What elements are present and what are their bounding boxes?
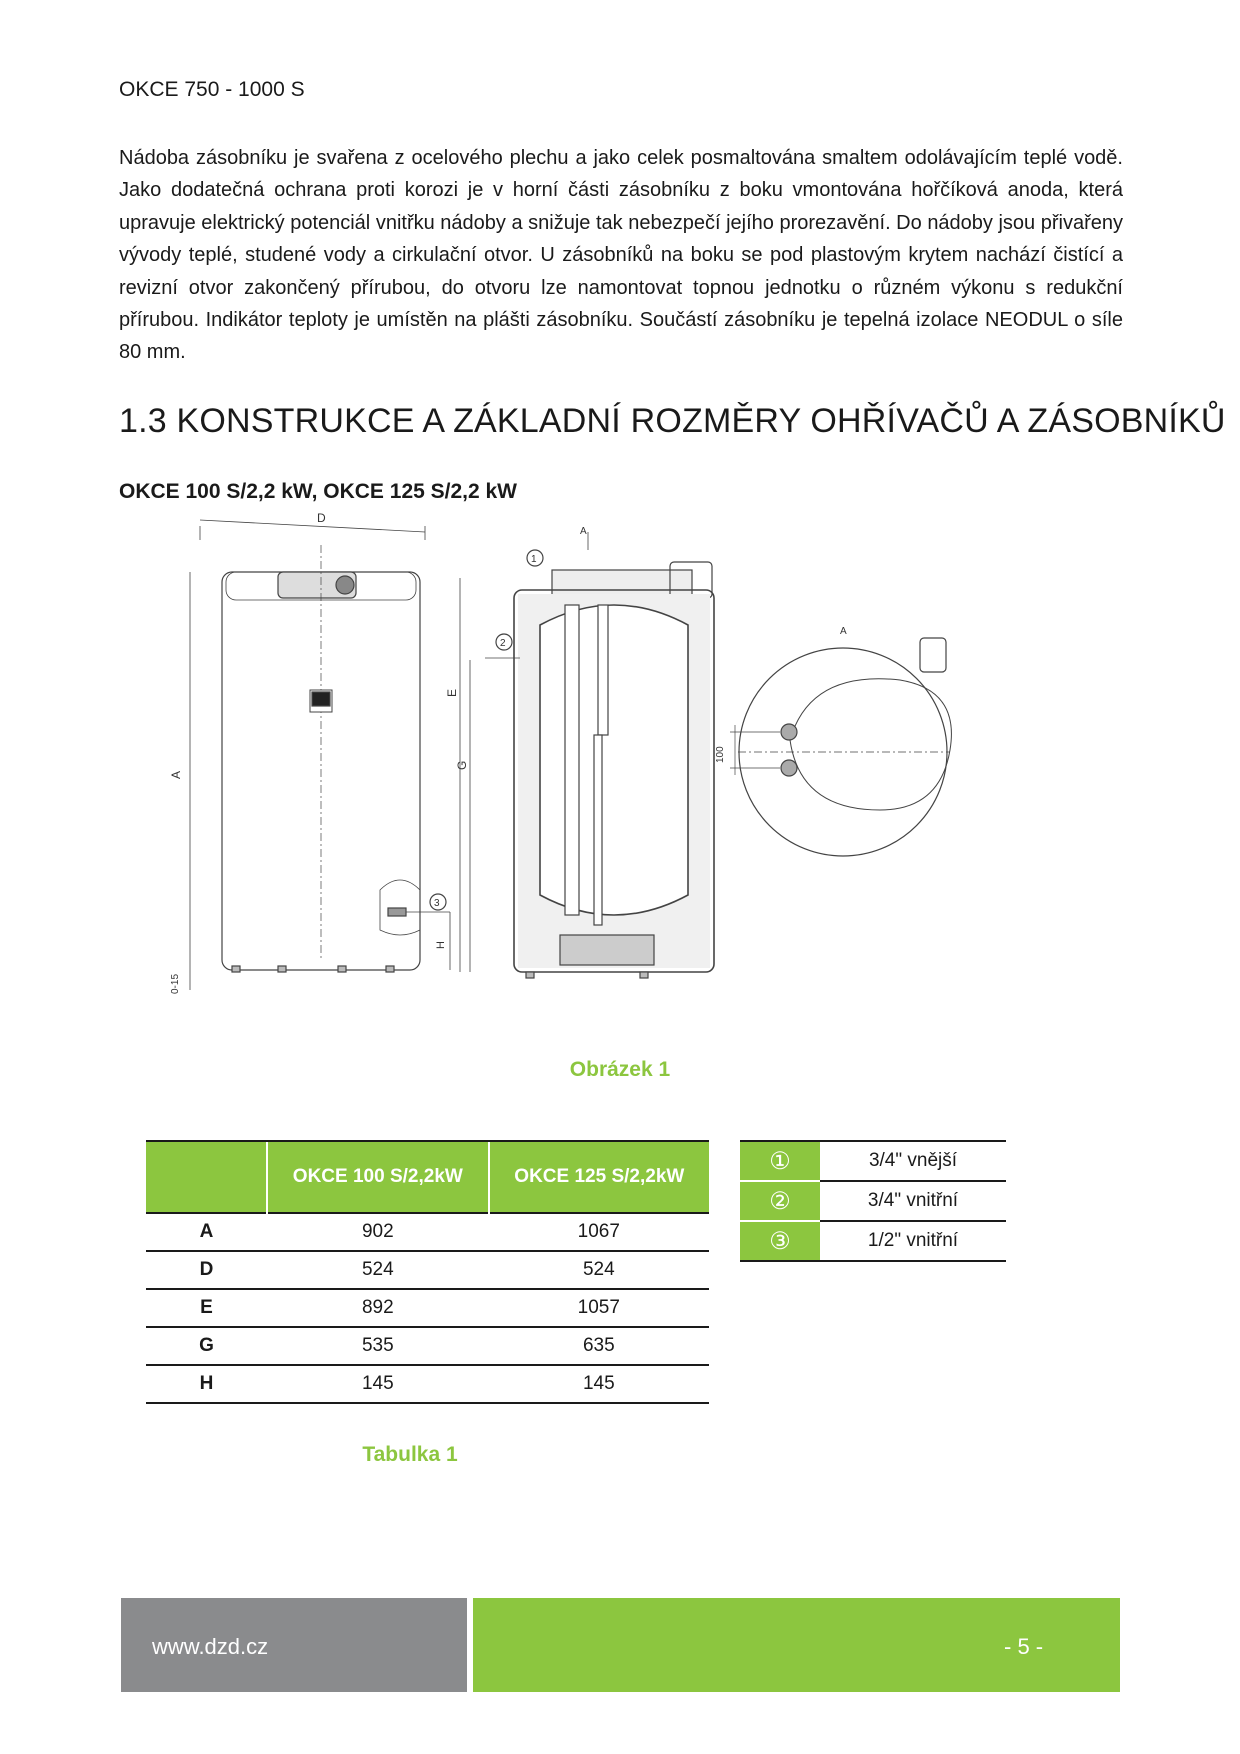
- cell-value: 902: [267, 1213, 489, 1251]
- technical-drawing: [160, 511, 1060, 1030]
- row-key: H: [146, 1365, 267, 1403]
- figure-caption: Obrázek 1: [569, 1058, 671, 1081]
- row-key: D: [146, 1251, 267, 1289]
- dim-label-range: 0-15: [170, 973, 181, 994]
- cell-value: 892: [267, 1289, 489, 1327]
- callout-1-label: 1: [531, 554, 537, 565]
- table-row: [740, 1141, 1006, 1181]
- front-view: [169, 511, 450, 994]
- callout-3-label: 3: [434, 898, 440, 909]
- section-heading: 1.3 KONSTRUKCE A ZÁKLADNÍ ROZMĚRY OHŘÍVAČŮ A ZÁSOBNÍKŮ: [119, 402, 1226, 440]
- cell-value: 635: [489, 1327, 709, 1365]
- callout-2-label: 2: [500, 638, 506, 649]
- intro-paragraph: Nádoba zásobníku je svařena z ocelového plechu a jako celek posmaltována smaltem odolávajícím teplé vodě. Jako dodatečná ochrana proti korozi je v horní části zásobníku z boku vmontována hořčíková anoda, která upravuje elektrický potenciál vnitřku nádoby a snižuje tak nebezpečí jejího prorezavění. Do nádoby jsou přivařeny vývody teplé, studené vody a cirkulační otvor. U zásobníků na boku se pod plastovým krytem nachází čistící a revizní otvor zakončený přírubou, do otvoru lze namontovat topnou jednotku o různém výkonu s redukční přírubou. Indikátor teploty je umístěn na plášti zásobníku. Součástí zásobníku je tepelná izolace NEODUL o síle 80 mm.: [119, 147, 1123, 364]
- model-subheading: OKCE 100 S/2,2 kW, OKCE 125 S/2,2 kW: [119, 480, 518, 503]
- connection-spec: 1/2" vnitřní: [820, 1221, 1006, 1261]
- cell-value: 535: [267, 1327, 489, 1365]
- row-key: G: [146, 1327, 267, 1365]
- connection-number: ③: [740, 1221, 820, 1261]
- table-caption: Tabulka 1: [362, 1443, 458, 1466]
- table-row: [146, 1365, 709, 1403]
- cell-value: 145: [489, 1365, 709, 1403]
- plan-view: [715, 626, 951, 856]
- table-row: [740, 1221, 1006, 1261]
- dim-label-a: A: [169, 770, 183, 779]
- header-okce-125: OKCE 125 S/2,2kW: [489, 1141, 709, 1213]
- dim-label-d: D: [317, 511, 326, 525]
- section-view: [445, 526, 714, 978]
- connection-spec: 3/4" vnitřní: [820, 1181, 1006, 1221]
- cell-value: 524: [489, 1251, 709, 1289]
- dimensions-table: [146, 1140, 709, 1404]
- table-row: [146, 1289, 709, 1327]
- row-key: A: [146, 1213, 267, 1251]
- table-row: [740, 1181, 1006, 1221]
- dim-label-100: 100: [715, 746, 726, 763]
- footer-url-link[interactable]: www.dzd.cz: [152, 1634, 269, 1659]
- page-number: - 5 -: [1004, 1634, 1044, 1659]
- dim-label-h: H: [435, 941, 447, 949]
- dim-label-g: G: [455, 760, 469, 770]
- cell-value: 524: [267, 1251, 489, 1289]
- row-key: E: [146, 1289, 267, 1327]
- header-key: [146, 1141, 267, 1213]
- dim-label-e: E: [445, 688, 459, 697]
- connections-table: [740, 1140, 1006, 1262]
- cell-value: 1067: [489, 1213, 709, 1251]
- connection-spec: 3/4" vnější: [820, 1141, 1006, 1181]
- table-row: [146, 1251, 709, 1289]
- table-row: [146, 1327, 709, 1365]
- dim-label-plan-a: A: [840, 626, 847, 637]
- table-row: [146, 1213, 709, 1251]
- dim-label-top-a: A: [580, 526, 587, 537]
- cell-value: 1057: [489, 1289, 709, 1327]
- header-okce-100: OKCE 100 S/2,2kW: [267, 1141, 489, 1213]
- connection-number: ②: [740, 1181, 820, 1221]
- document-title: OKCE 750 - 1000 S: [119, 78, 305, 101]
- connection-number: ①: [740, 1141, 820, 1181]
- cell-value: 145: [267, 1365, 489, 1403]
